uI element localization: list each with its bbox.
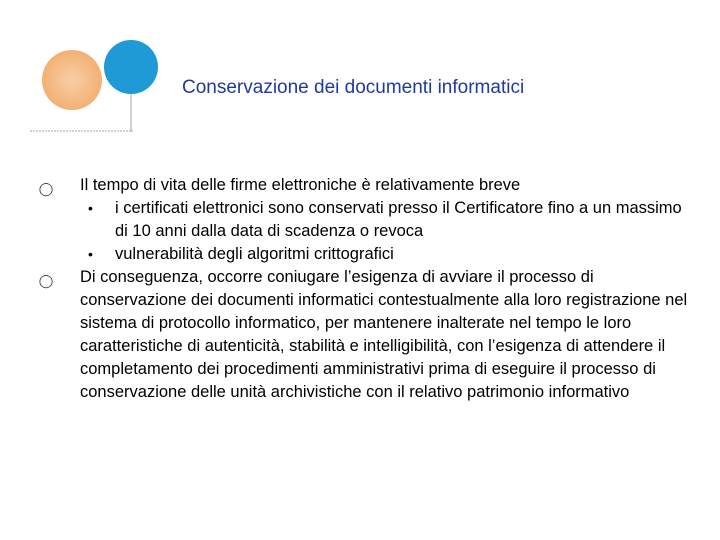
bullet-circle-icon: ◯ <box>38 273 54 288</box>
sub-bullet-item <box>38 197 698 243</box>
sub-bullet-dot-icon: • <box>88 200 93 216</box>
slide-title: Conservazione dei documenti informatici <box>182 77 525 98</box>
sub-bullet-text: i certificati elettronici sono conservati presso il Certificatore fino a un massimo di 10 anni dalla data di scadenza o revoca <box>115 199 682 240</box>
sub-bullet-dot-icon: • <box>88 246 93 262</box>
logo <box>28 40 163 140</box>
slide-body <box>38 174 698 404</box>
sub-bullet-item <box>38 243 698 266</box>
sub-bullet-text: vulnerabilità degli algoritmi crittografici <box>115 245 394 263</box>
bullet-item <box>38 174 698 197</box>
bullet-item <box>38 266 698 404</box>
bullet-text: Di conseguenza, occorre coniugare l’esigenza di avviare il processo di conservazione dei documenti informatici contestualmente alla loro registrazione nel sistema di protocollo informatico, per mantenere inalterate nel tempo le loro caratteristiche di autenticità, stabilità e intelligibilità, con l’esigenza di attendere il completamento dei procedimenti amministrativi prima di eseguire il processo di conservazione delle unità archivistiche con il relativo patrimonio informativo <box>80 268 688 401</box>
logo-blue-circle <box>104 40 158 94</box>
bullet-circle-icon: ◯ <box>38 181 54 196</box>
bullet-text: Il tempo di vita delle firme elettroniche è relativamente breve <box>80 176 521 194</box>
logo-orange-circle <box>42 50 102 110</box>
